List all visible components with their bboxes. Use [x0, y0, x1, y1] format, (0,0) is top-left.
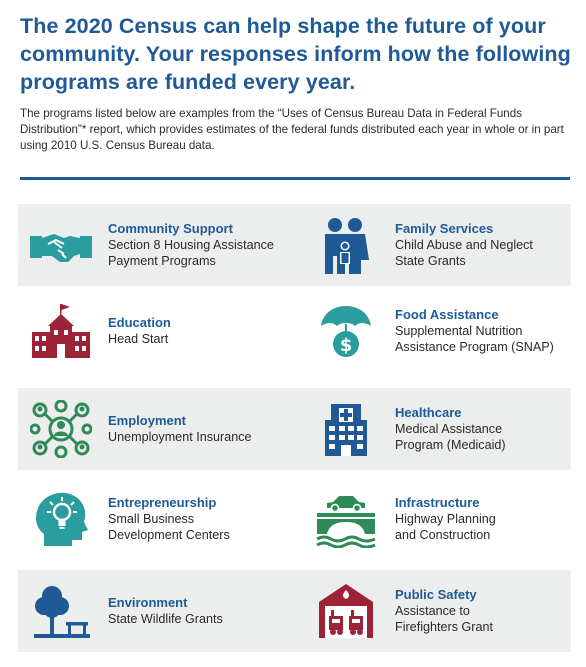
- program-title: Employment: [108, 413, 187, 428]
- hospital-icon: [315, 400, 377, 458]
- program-detail: Head Start: [108, 332, 169, 346]
- program-title: Education: [108, 315, 171, 330]
- program-education: [18, 290, 305, 372]
- program-detail: Payment Programs: [108, 254, 216, 268]
- intro-paragraph: The programs listed below are examples from the “Uses of Census Bureau Data in Federal Funds Distribution”* report, which provides estimates of the federal funds distributed each year in whole or in part using 2010 U.S. Census Bureau data.: [20, 107, 564, 152]
- program-detail: Medical Assistance: [395, 422, 503, 436]
- program-detail: Firefighters Grant: [395, 620, 493, 634]
- program-detail: Program (Medicaid): [395, 438, 506, 452]
- program-title: Food Assistance: [395, 307, 499, 322]
- divider-rule: [20, 177, 570, 180]
- program-title: Family Services: [395, 221, 494, 236]
- program-row: [18, 204, 571, 286]
- program-title: Healthcare: [395, 405, 462, 420]
- program-food-assistance: [305, 290, 571, 372]
- program-title: Entrepreneurship: [108, 495, 217, 510]
- program-detail: and Construction: [395, 528, 491, 542]
- program-detail: Highway Planning: [395, 512, 496, 526]
- headline: The 2020 Census can help shape the future of your community. Your responses inform how the following programs are funded every year.: [20, 14, 571, 94]
- program-title: Environment: [108, 595, 188, 610]
- umbrella-dollar-icon: [315, 302, 377, 360]
- program-detail: State Grants: [395, 254, 466, 268]
- program-title: Infrastructure: [395, 495, 480, 510]
- handshake-icon: [30, 216, 92, 274]
- program-row: [18, 570, 571, 652]
- tree-bench-icon: [30, 582, 92, 640]
- program-family-services: [305, 204, 571, 286]
- program-healthcare: [305, 388, 571, 470]
- program-row: [18, 290, 571, 372]
- fire-station-icon: [315, 582, 377, 640]
- network-people-icon: [30, 400, 92, 458]
- program-environment: [18, 570, 305, 652]
- program-row: [18, 478, 571, 560]
- program-detail: Small Business: [108, 512, 195, 526]
- program-title: Community Support: [108, 221, 233, 236]
- school-icon: [30, 302, 92, 360]
- family-icon: [315, 216, 377, 274]
- program-detail: State Wildlife Grants: [108, 612, 223, 626]
- program-detail: Development Centers: [108, 528, 230, 542]
- program-detail: Child Abuse and Neglect: [395, 238, 533, 252]
- program-infrastructure: [305, 478, 571, 560]
- program-entrepreneurship: [18, 478, 305, 560]
- program-employment: [18, 388, 305, 470]
- program-detail: Unemployment Insurance: [108, 430, 252, 444]
- bridge-car-icon: [315, 490, 377, 548]
- program-title: Public Safety: [395, 587, 477, 602]
- svg-text:$: $: [339, 335, 353, 356]
- program-public-safety: [305, 570, 571, 652]
- program-detail: Assistance Program (SNAP): [395, 340, 554, 354]
- program-detail: Section 8 Housing Assistance: [108, 238, 274, 252]
- program-detail: Supplemental Nutrition: [395, 324, 523, 338]
- program-community-support: [18, 204, 305, 286]
- program-row: [18, 388, 571, 470]
- head-lightbulb-icon: [30, 490, 92, 548]
- program-detail: Assistance to: [395, 604, 470, 618]
